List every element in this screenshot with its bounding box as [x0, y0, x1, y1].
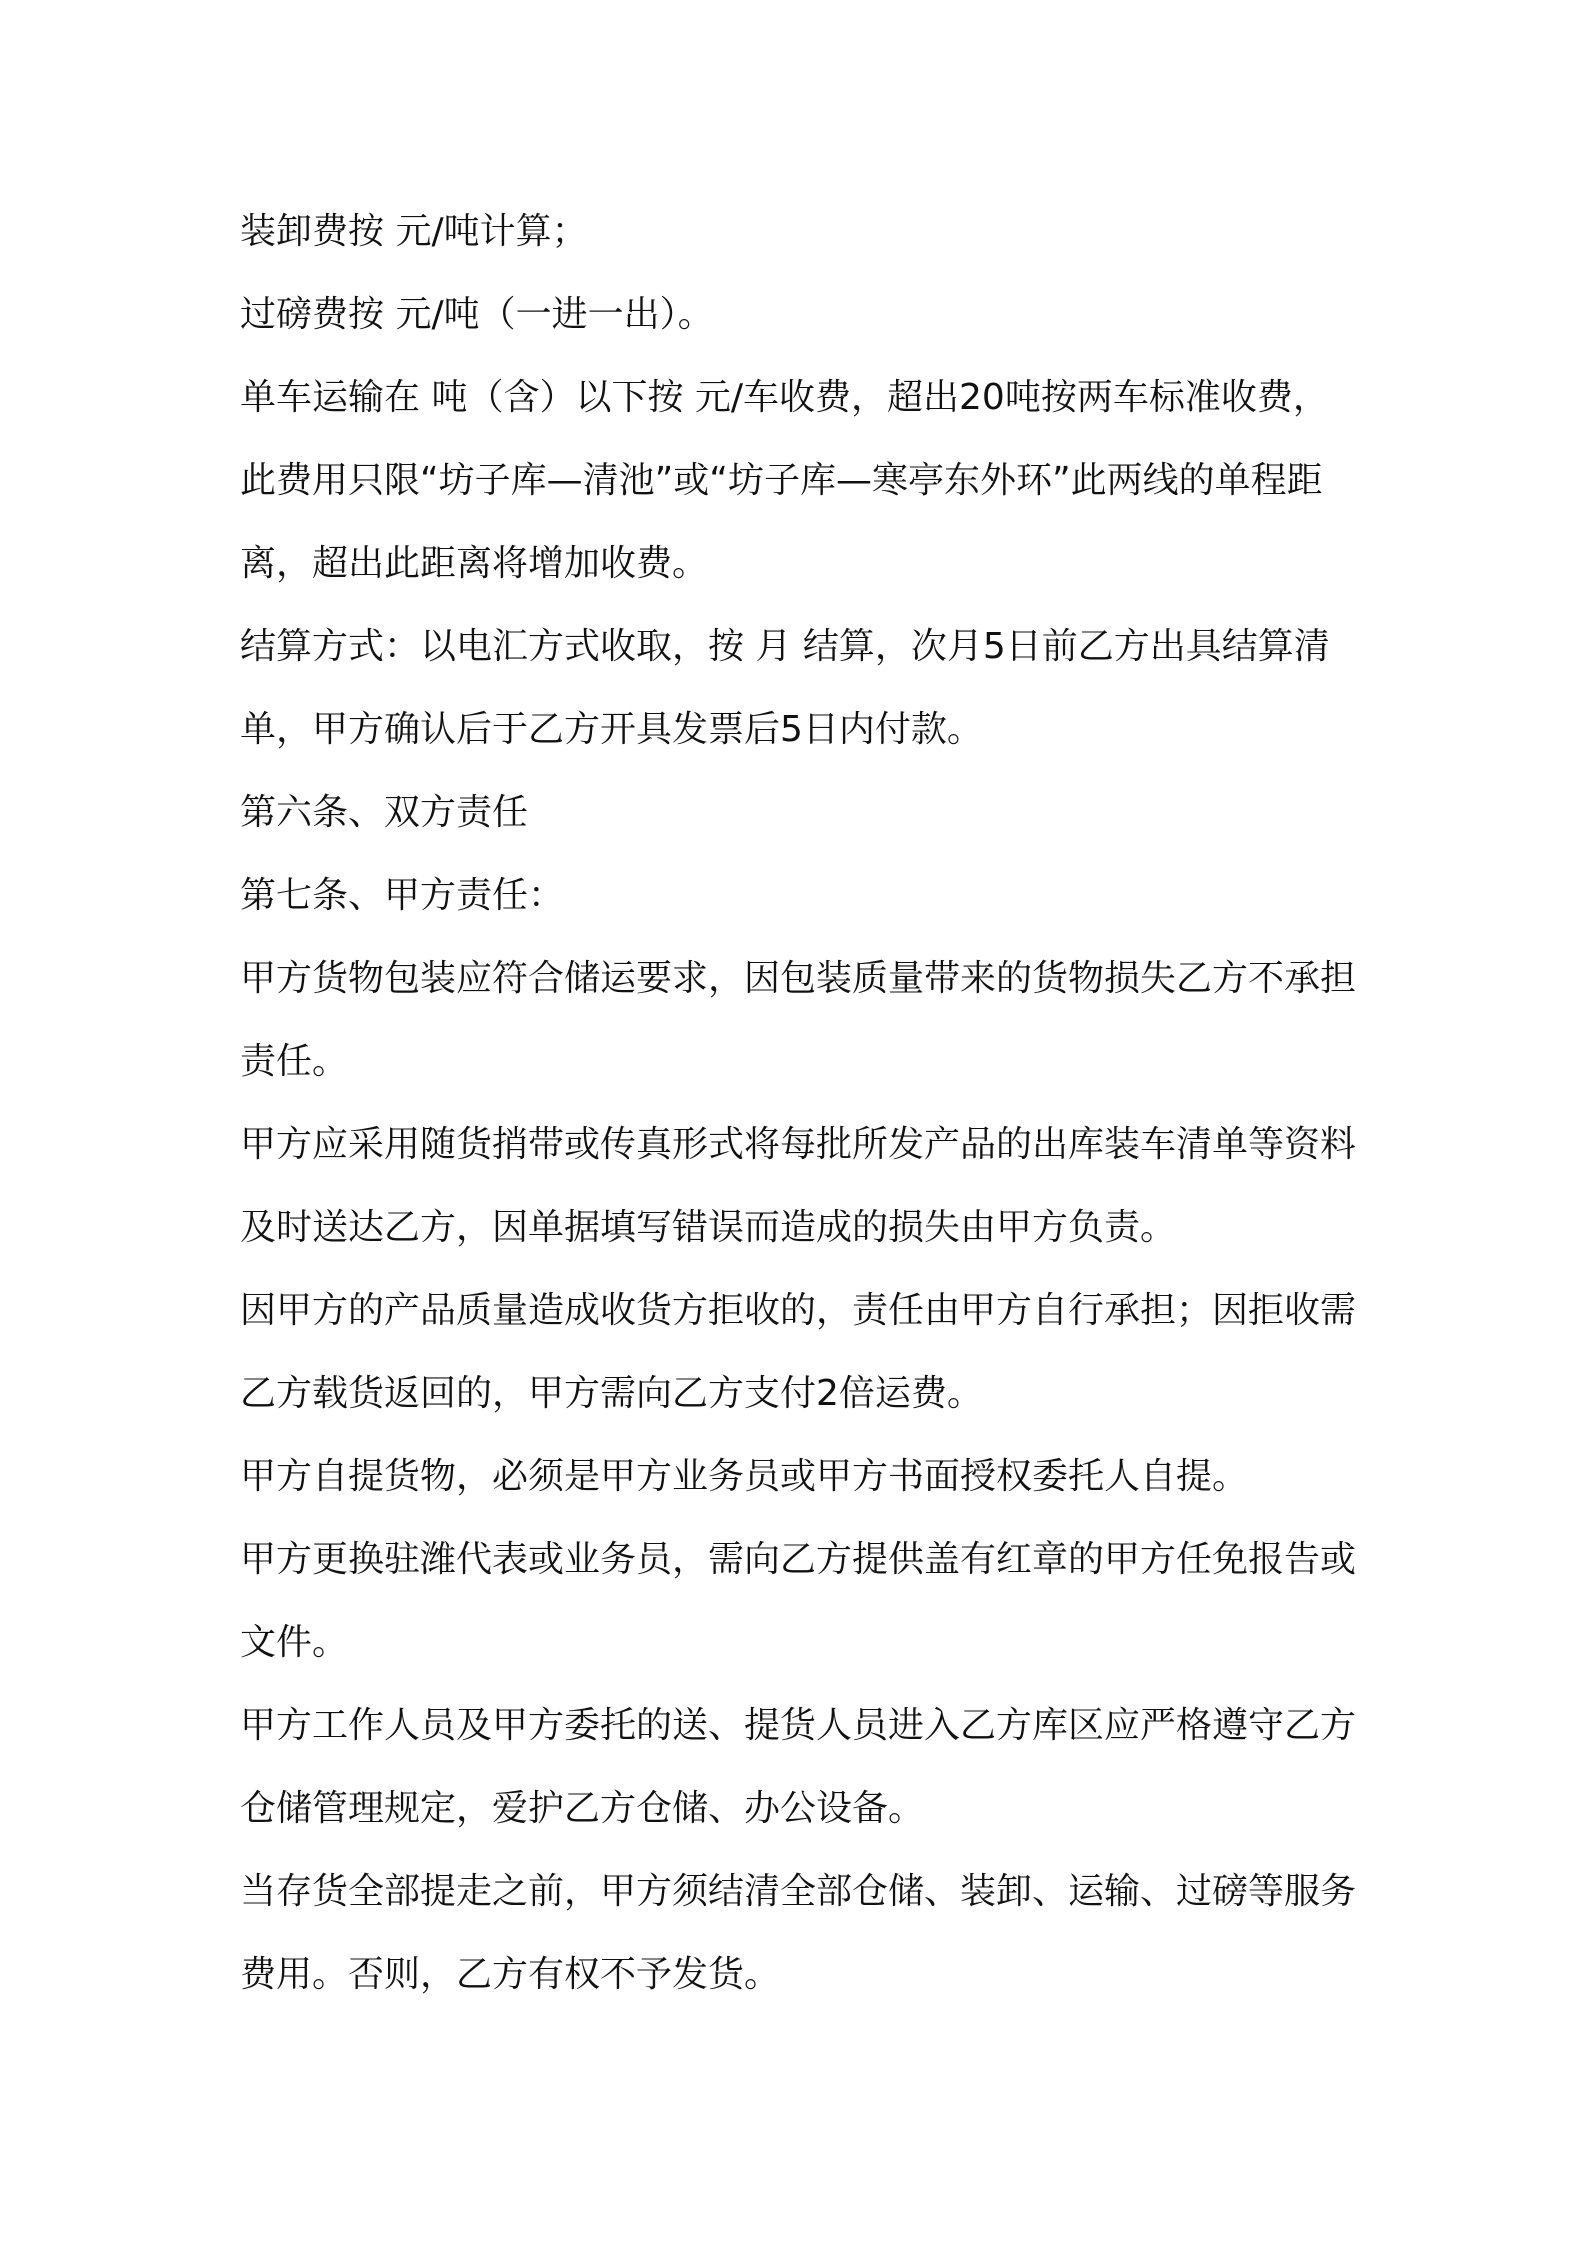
transport-fee-paragraph: 单车运输在 吨（含）以下按 元/车收费，超出20吨按两车标准收费，此费用只限“坊子库—清池”或“坊子库—寒亭东外环”此两线的单程距离，超出此距离将增加收费。: [240, 377, 1329, 584]
duty-paragraph: 当存货全部提走之前，甲方须结清全部仓储、装卸、运输、过磅等服务费用。否则，乙方有权不予发货。: [240, 1871, 1357, 1995]
duty-paragraph: 甲方应采用随货捎带或传真形式将每批所发产品的出库装车清单等资料及时送达乙方，因单据填写错误而造成的损失由甲方负责。: [240, 1124, 1357, 1248]
duty-paragraph: 甲方自提货物，必须是甲方业务员或甲方书面授权委托人自提。: [240, 1456, 1249, 1497]
article-7-heading: 第七条、甲方责任：: [240, 875, 565, 916]
duty-paragraph: 甲方工作人员及甲方委托的送、提货人员进入乙方库区应严格遵守乙方仓储管理规定，爱护乙方仓储、办公设备。: [240, 1705, 1357, 1829]
duty-paragraph: 甲方更换驻潍代表或业务员，需向乙方提供盖有红章的甲方任免报告或文件。: [240, 1539, 1357, 1663]
settlement-paragraph: 结算方式：以电汇方式收取，按 月 结算，次月5日前乙方出具结算清单，甲方确认后于乙方开具发票后5日内付款。: [240, 626, 1330, 750]
article-6-heading: 第六条、双方责任: [240, 792, 529, 833]
duty-paragraph: 因甲方的产品质量造成收货方拒收的，责任由甲方自行承担；因拒收需乙方载货返回的，甲方需向乙方支付2倍运费。: [240, 1290, 1357, 1414]
document-page: [240, 190, 1360, 2016]
loading-fee-paragraph: 装卸费按 元/吨计算；: [240, 211, 588, 252]
duty-paragraph: 甲方货物包装应符合储运要求，因包装质量带来的货物损失乙方不承担责任。: [240, 958, 1357, 1082]
weighing-fee-paragraph: 过磅费按 元/吨（一进一出）。: [240, 294, 714, 335]
